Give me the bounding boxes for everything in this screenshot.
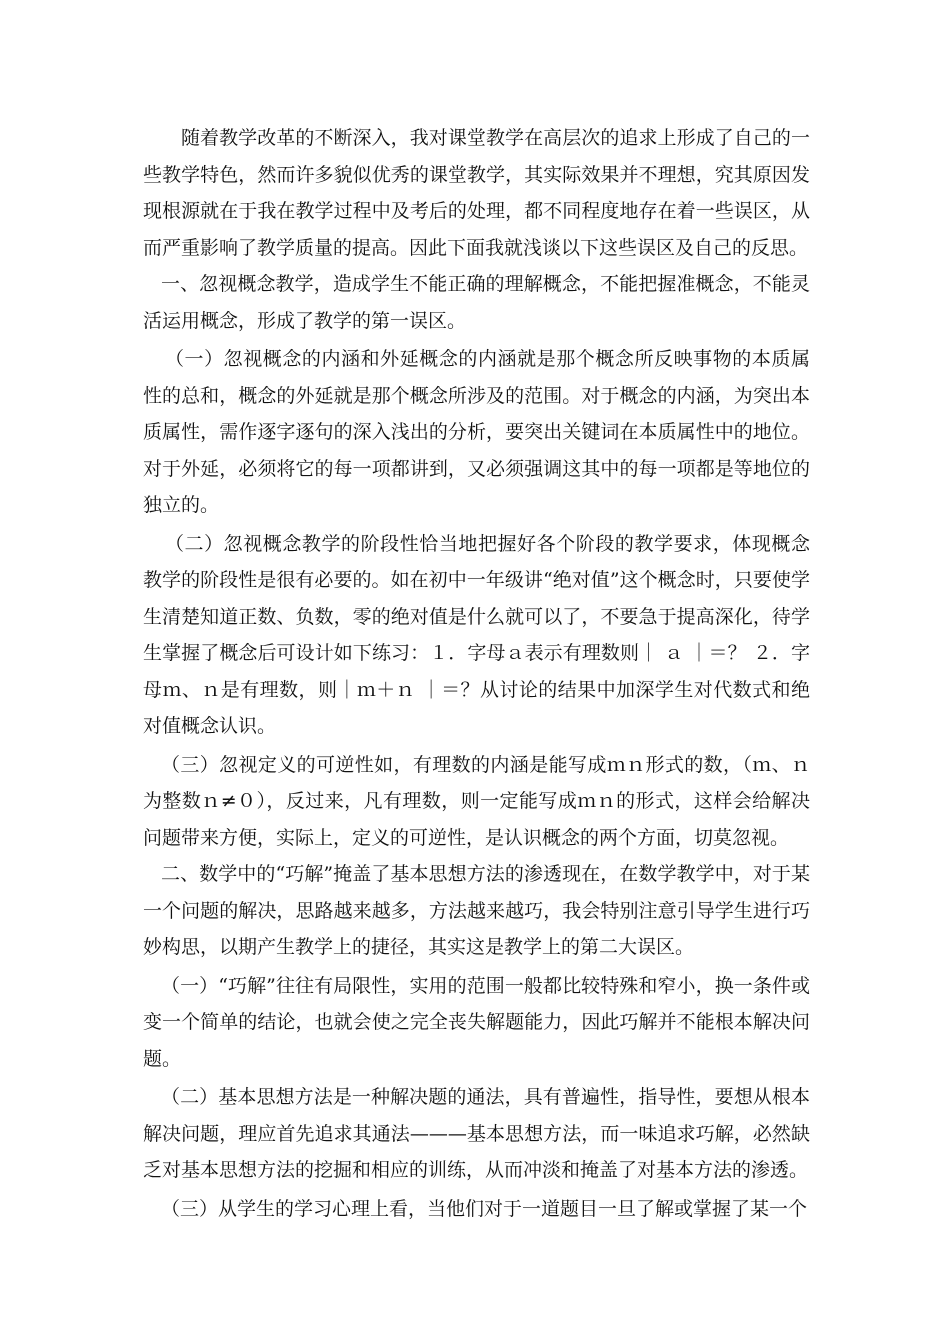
paragraph-section-1-3: （三）忽视定义的可逆性如，有理数的内涵是能写成ｍｎ形式的数，（ｍ、ｎ为整数ｎ≠０），反过来，凡有理数，则一定能写成ｍｎ的形式，这样会给解决问题带来方便，实际上，定义的可逆性，是认识概念的两个方面，切莫忽视。: [143, 753, 810, 849]
paragraph-section-1-2: （二）忽视概念教学的阶段性恰当地把握好各个阶段的教学要求，体现概念教学的阶段性是很有必要的。如在初中一年级讲“绝对值”这个概念时，只要使学生清楚知道正数、负数，零的绝对值是什么就可以了，不要急于提高深化，待学生掌握了概念后可设计如下练习：１．字母ａ表示有理数则｜ ａ ｜＝？ ２．字母ｍ、ｎ是有理数，则｜ｍ＋ｎ ｜＝？从讨论的结果中加深学生对代数式和绝对值概念认识。: [143, 532, 810, 737]
paragraph-section-2-heading: 二、数学中的“巧解”掩盖了基本思想方法的渗透现在，在数学教学中，对于某一个问题的解决，思路越来越多，方法越来越巧，我会特别注意引导学生进行巧妙构思，以期产生教学上的捷径，其实这是教学上的第二大误区。: [143, 863, 810, 958]
paragraph-section-1-1: （一）忽视概念的内涵和外延概念的内涵就是那个概念所反映事物的本质属性的总和，概念的外延就是那个概念所涉及的范围。对于概念的内涵，为突出本质属性，需作逐字逐句的深入浅出的分析，要突出关键词在本质属性中的地位。对于外延，必须将它的每一项都讲到，又必须强调这其中的每一项都是等地位的独立的。: [143, 348, 810, 516]
paragraph-intro: 随着教学改革的不断深入，我对课堂教学在高层次的追求上形成了自己的一些教学特色，然而许多貌似优秀的课堂教学，其实际效果并不理想，究其原因发现根源就在于我在教学过程中及考后的处理，都不同程度地存在着一些误区，从而严重影响了教学质量的提高。因此下面我就浅谈以下这些误区及自己的反思。: [143, 127, 810, 259]
paragraph-section-2-2: （二）基本思想方法是一种解决题的通法，具有普遍性，指导性，要想从根本解决问题，理应首先追求其通法———基本思想方法，而一味追求巧解，必然缺乏对基本思想方法的挖掘和相应的训练，从而冲淡和掩盖了对基本方法的渗透。: [143, 1086, 810, 1181]
paragraph-section-2-1: （一）“巧解”往往有局限性，实用的范围一般都比较特殊和窄小，换一条件或变一个简单的结论，也就会使之完全丧失解题能力，因此巧解并不能根本解决问题。: [143, 974, 810, 1070]
paragraph-section-1-heading: 一、忽视概念教学，造成学生不能正确的理解概念，不能把握准概念，不能灵活运用概念，形成了教学的第一误区。: [143, 273, 810, 332]
document-body: [143, 120, 810, 1227]
paragraph-section-2-3: （三）从学生的学习心理上看，当他们对于一道题目一旦了解或掌握了某一个: [161, 1197, 808, 1220]
